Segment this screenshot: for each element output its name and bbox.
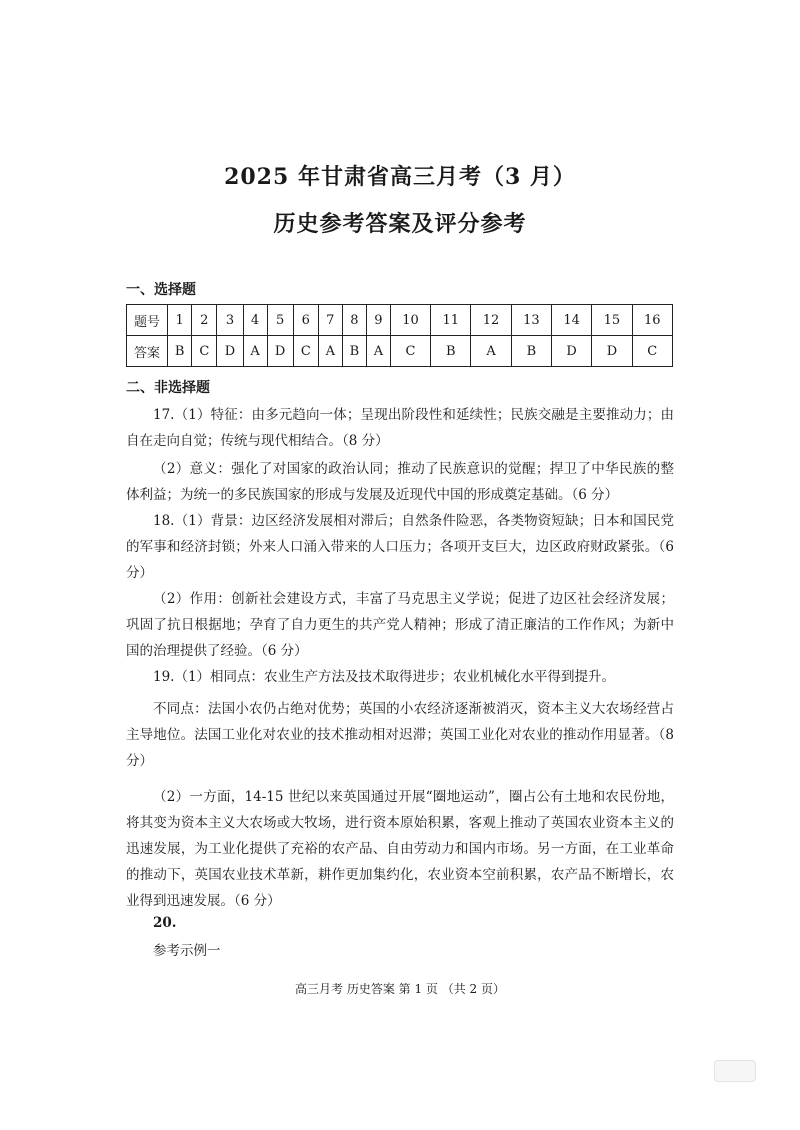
answer-paragraph-18-2: （2）作用：创新社会建设方式，丰富了马克思主义学说；促进了边区社会经济发展；巩固了抗日根据地；孕育了自力更生的共产党人精神；形成了清正廉洁的工作作风；为新中国的治理提供了经验。（6 分） [126,591,674,659]
table-cell: 6 [293,305,318,336]
table-cell: 13 [511,305,551,336]
table-cell: 4 [243,305,267,336]
table-cell: 9 [367,305,391,336]
table-cell: C [632,336,672,367]
section-heading-multiple-choice: 一、选择题 [126,282,196,298]
table-cell: 11 [431,305,471,336]
table-cell: A [243,336,267,367]
page-footer: 高三月考 历史答案 第 1 页 （共 2 页） [295,982,505,996]
watermark-logo-icon [714,1060,756,1082]
row-label-answer: 答案 [127,336,168,367]
table-cell: A [367,336,391,367]
question-20-label: 20. [153,915,177,931]
table-cell: 10 [390,305,430,336]
table-cell: 8 [342,305,366,336]
answer-paragraph-19-differences: 不同点：法国小农仍占绝对优势；英国的小农经济逐渐被消灭，资本主义大农场经营占主导地位。法国工业化对农业的技术推动相对迟滞；英国工业化对农业的推动作用显著。（8 分） [126,701,679,769]
table-cell: 2 [192,305,217,336]
table-cell: B [342,336,366,367]
table-cell: B [431,336,471,367]
page-title: 2025 年甘肃省高三月考（3 月） [224,164,576,190]
answer-paragraph-17-1: 17.（1）特征：由多元趋向一体；呈现出阶段性和延续性；民族交融是主要推动力；由自在走向自觉；传统与现代相结合。（8 分） [126,407,674,449]
table-cell: A [318,336,342,367]
table-cell: D [267,336,293,367]
answer-paragraph-17-2: （2）意义：强化了对国家的政治认同；推动了民族意识的觉醒；捍卫了中华民族的整体利益；为统一的多民族国家的形成与发展及近现代中国的形成奠定基础。（6 分） [126,461,674,503]
table-cell: 1 [168,305,192,336]
answer-table [126,304,673,367]
table-cell: 12 [471,305,511,336]
table-cell: D [217,336,243,367]
row-label-question-number: 题号 [127,305,168,336]
page-subtitle: 历史参考答案及评分参考 [273,211,527,237]
table-cell: 16 [632,305,672,336]
answer-paragraph-18-1: 18.（1）背景：边区经济发展相对滞后；自然条件险恶，各类物资短缺；日本和国民党的军事和经济封锁；外来人口涌入带来的人口压力；各项开支巨大，边区政府财政紧张。（6 分） [126,513,679,581]
table-row-question-numbers [127,305,673,336]
table-cell: C [390,336,430,367]
table-cell: B [511,336,551,367]
table-row-answers [127,336,673,367]
table-cell: B [168,336,192,367]
table-cell: 15 [592,305,632,336]
table-cell: C [293,336,318,367]
answer-paragraph-19-2: （2）一方面，14-15 世纪以来英国通过开展“圈地运动”，圈占公有土地和农民份地，将其变为资本主义大农场或大牧场，进行资本原始积累，客观上推动了英国农业资本主义的迅速发展，为工业化提供了充裕的农产品、自由劳动力和国内市场。另一方面，在工业革命的推动下，英国农业技术革新，耕作更加集约化，农业资本空前积累，农产品不断增长，农业得到迅速发展。（6 分） [126,789,674,909]
table-cell: C [192,336,217,367]
table-cell: 7 [318,305,342,336]
table-cell: 14 [551,305,591,336]
table-cell: D [592,336,632,367]
table-cell: D [551,336,591,367]
section-heading-non-multiple-choice: 二、非选择题 [126,380,210,396]
table-cell: A [471,336,511,367]
table-cell: 5 [267,305,293,336]
reference-example-label: 参考示例一 [153,943,221,959]
answer-paragraph-19-1: 19.（1）相同点：农业生产方法及技术取得进步；农业机械化水平得到提升。 [153,669,616,685]
table-cell: 3 [217,305,243,336]
